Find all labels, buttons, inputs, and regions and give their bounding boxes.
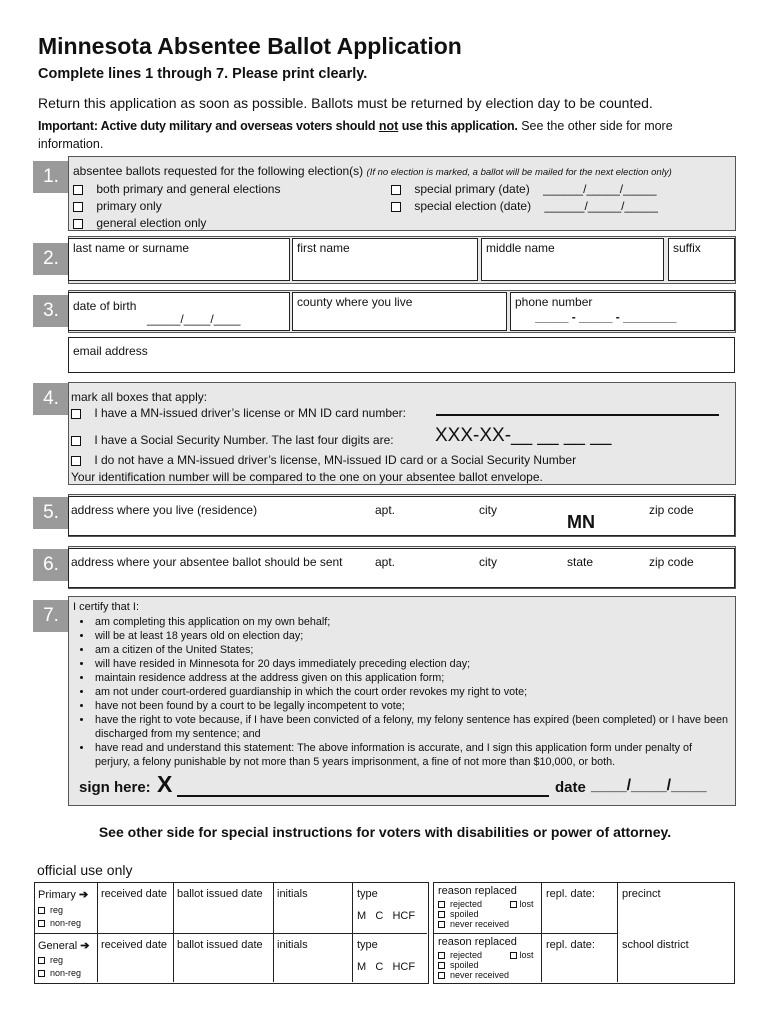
option-primary-only[interactable]: primary only bbox=[73, 199, 162, 213]
reason-replaced-label: reason replaced bbox=[438, 885, 517, 897]
official-replacement-grid bbox=[433, 882, 735, 984]
city-label: city bbox=[479, 555, 497, 569]
type-label: type bbox=[357, 888, 378, 900]
reg-option[interactable]: reg bbox=[38, 905, 63, 915]
spoiled-option[interactable]: spoiled bbox=[438, 960, 479, 970]
received-date-cell[interactable]: received date bbox=[101, 939, 168, 951]
section-5-number: 5. bbox=[33, 497, 69, 529]
option-special-primary[interactable]: special primary (date) ______/_____/_____ bbox=[391, 182, 657, 196]
page-title: Minnesota Absentee Ballot Application bbox=[38, 33, 462, 59]
repl-date-cell[interactable]: repl. date: bbox=[546, 888, 595, 900]
other-side-note: See other side for special instructions for voters with disabilities or power of attorney. bbox=[98, 824, 672, 840]
never-received-option[interactable]: never received bbox=[438, 919, 509, 929]
signature-x: X bbox=[157, 771, 173, 797]
checkbox[interactable] bbox=[73, 185, 83, 195]
option-ssn[interactable]: I have a Social Security Number. The last four digits are: bbox=[71, 433, 394, 447]
list-item: • am not under court-ordered guardianship in which the court order revokes my right to vote; bbox=[93, 685, 729, 699]
election-request-note: (If no election is marked, a ballot will be mailed for the next election only) bbox=[366, 167, 672, 178]
section-7-panel bbox=[68, 596, 736, 806]
checkbox[interactable] bbox=[71, 409, 81, 419]
rejected-option[interactable]: rejected bbox=[438, 950, 482, 960]
checkbox[interactable] bbox=[73, 219, 83, 229]
return-instructions: Return this application as soon as possible. Ballots must be returned by election day to be counted. bbox=[38, 95, 653, 111]
list-item: • will have resided in Minnesota for 20 days immediately preceding election day; bbox=[93, 657, 729, 671]
section-4-panel bbox=[68, 382, 736, 485]
phone-blank: _____ - _____ - ________ bbox=[535, 310, 677, 324]
city-label: city bbox=[479, 503, 497, 517]
section-6-number: 6. bbox=[33, 549, 69, 581]
page-subtitle: Complete lines 1 through 7. Please print clearly. bbox=[38, 66, 368, 82]
phone-number-field[interactable]: phone number _____ - _____ - ________ bbox=[510, 292, 735, 331]
ballot-issued-cell[interactable]: ballot issued date bbox=[177, 939, 263, 951]
apt-label: apt. bbox=[375, 555, 396, 569]
important-notice: Important: Active duty military and overseas voters should not use this application. See the other side for more information. bbox=[38, 119, 673, 151]
checkbox[interactable] bbox=[73, 202, 83, 212]
section-1-panel bbox=[68, 156, 736, 231]
nonreg-option[interactable]: non-reg bbox=[38, 968, 81, 978]
checkbox[interactable] bbox=[71, 456, 81, 466]
last-name-field[interactable]: last name or surname bbox=[68, 238, 290, 281]
repl-date-cell[interactable]: repl. date: bbox=[546, 939, 595, 951]
checkbox[interactable] bbox=[71, 436, 81, 446]
dob-blank: _____/____/____ bbox=[147, 312, 241, 326]
option-mn-license[interactable]: I have a MN-issued driver’s license or MN ID card number: bbox=[71, 406, 406, 420]
option-both-elections[interactable]: both primary and general elections bbox=[73, 182, 280, 196]
list-item: • will be at least 18 years old on election day; bbox=[93, 629, 729, 643]
section-3-number: 3. bbox=[33, 295, 69, 327]
arrow-right-icon: ➔ bbox=[80, 940, 90, 952]
option-no-id[interactable]: I do not have a MN-issued driver’s license, MN-issued ID card or a Social Security Number bbox=[71, 453, 576, 467]
suffix-field[interactable]: suffix bbox=[668, 238, 735, 281]
list-item: • have read and understand this statement: The above information is accurate, and I sign this application form under penalty of perjury, a felony punishable by not more than 5 years imprisonment, a fine of not more than $10,000, or both. bbox=[93, 741, 729, 769]
certify-label: I certify that I: bbox=[73, 601, 140, 613]
type-options[interactable]: M C HCF bbox=[357, 961, 416, 973]
spoiled-option[interactable]: spoiled bbox=[438, 909, 479, 919]
county-field[interactable]: county where you live bbox=[292, 292, 507, 331]
list-item: • am a citizen of the United States; bbox=[93, 643, 729, 657]
checkbox[interactable] bbox=[391, 202, 401, 212]
zip-label: zip code bbox=[649, 503, 694, 517]
special-election-date[interactable]: ______/_____/_____ bbox=[544, 199, 658, 213]
signature-line[interactable] bbox=[177, 795, 549, 797]
section-2-number: 2. bbox=[33, 243, 69, 275]
section-4-number: 4. bbox=[33, 383, 69, 415]
section-1-number: 1. bbox=[33, 161, 69, 193]
apt-label: apt. bbox=[375, 503, 396, 517]
election-request-label: absentee ballots requested for the following election(s) bbox=[73, 164, 364, 178]
mark-all-label: mark all boxes that apply: bbox=[71, 390, 208, 404]
license-number-line[interactable] bbox=[436, 414, 719, 416]
checkbox[interactable] bbox=[391, 185, 401, 195]
official-use-grid bbox=[34, 882, 429, 984]
general-label: General ➔ bbox=[38, 940, 90, 952]
email-field[interactable]: email address bbox=[68, 337, 735, 373]
type-label: type bbox=[357, 939, 378, 951]
list-item: • am completing this application on my own behalf; bbox=[93, 615, 729, 629]
state-label: state bbox=[567, 555, 594, 569]
school-district-cell[interactable]: school district bbox=[622, 939, 689, 951]
ballot-issued-cell[interactable]: ballot issued date bbox=[177, 888, 263, 900]
residence-address-field[interactable]: address where you live (residence) apt. city MN zip code bbox=[68, 496, 735, 536]
ssn-last-four-input[interactable]: XXX-XX-__ __ __ __ bbox=[435, 425, 612, 446]
reason-replaced-label: reason replaced bbox=[438, 936, 517, 948]
date-label: date bbox=[555, 779, 586, 796]
lost-option[interactable]: lost bbox=[510, 899, 534, 909]
official-use-title: official use only bbox=[37, 862, 133, 878]
state-value: MN bbox=[567, 512, 595, 532]
initials-cell[interactable]: initials bbox=[277, 939, 308, 951]
certification-list bbox=[69, 615, 729, 769]
option-special-election[interactable]: special election (date) ______/_____/_____ bbox=[391, 199, 658, 213]
sign-here-label: sign here: bbox=[79, 779, 151, 796]
date-of-birth-field[interactable]: date of birth _____/____/____ bbox=[68, 292, 290, 331]
rejected-option[interactable]: rejected bbox=[438, 899, 482, 909]
nonreg-option[interactable]: non-reg bbox=[38, 918, 81, 928]
list-item: • have not been found by a court to be legally incompetent to vote; bbox=[93, 699, 729, 713]
primary-label: Primary ➔ bbox=[38, 889, 89, 901]
list-item: • maintain residence address at the address given on this application form; bbox=[93, 671, 729, 685]
special-primary-date[interactable]: ______/_____/_____ bbox=[543, 182, 657, 196]
type-options[interactable]: M C HCF bbox=[357, 910, 416, 922]
never-received-option[interactable]: never received bbox=[438, 970, 509, 980]
initials-cell[interactable]: initials bbox=[277, 888, 308, 900]
lost-option[interactable]: lost bbox=[510, 950, 534, 960]
mailing-address-field[interactable]: address where your absentee ballot should be sent apt. city state zip code bbox=[68, 548, 735, 588]
reg-option[interactable]: reg bbox=[38, 955, 63, 965]
precinct-cell[interactable]: precinct bbox=[622, 888, 661, 900]
signature-date[interactable]: ____/____/____ bbox=[591, 777, 707, 794]
list-item: • have the right to vote because, if I have been convicted of a felony, my felony sentence has expired (been completed) or I have been discharged from my sentence; and bbox=[93, 713, 729, 741]
received-date-cell[interactable]: received date bbox=[101, 888, 168, 900]
section-7-number: 7. bbox=[33, 600, 69, 632]
option-general-only[interactable]: general election only bbox=[73, 216, 206, 230]
zip-label: zip code bbox=[649, 555, 694, 569]
middle-name-field[interactable]: middle name bbox=[481, 238, 664, 281]
id-compare-note: Your identification number will be compared to the one on your absentee ballot envelope. bbox=[71, 470, 543, 484]
arrow-right-icon: ➔ bbox=[78, 889, 89, 901]
first-name-field[interactable]: first name bbox=[292, 238, 478, 281]
